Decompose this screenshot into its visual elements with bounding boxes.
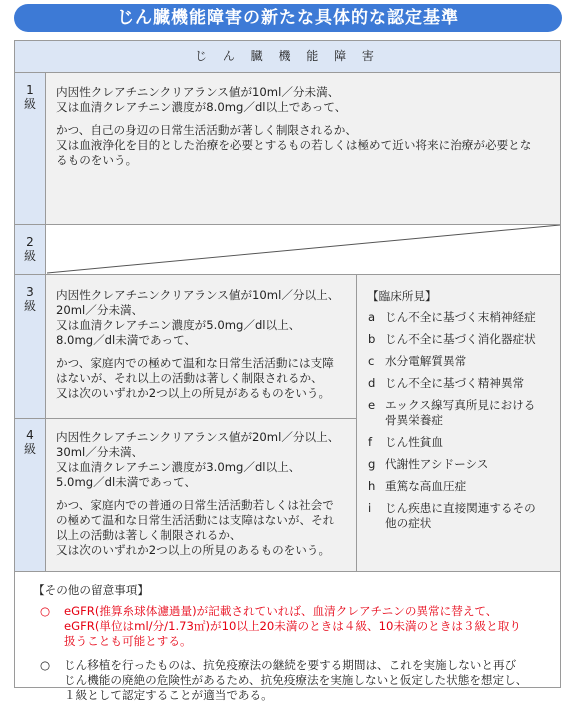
finding-text-cont: 他の症状 — [385, 516, 432, 530]
finding-key: e — [368, 398, 376, 412]
finding-key: c — [368, 354, 375, 368]
grade-2-number: 2 — [26, 235, 34, 249]
finding-key: b — [368, 332, 376, 346]
finding-key: g — [368, 457, 376, 471]
finding-key: a — [368, 310, 376, 324]
grade-4-line-a2: 30ml／分未満、 — [56, 445, 144, 459]
findings-title: 【臨床所見】 — [367, 289, 437, 303]
finding-text: 重篤な高血圧症 — [385, 479, 467, 493]
grade-1-kyu: 級 — [23, 97, 36, 111]
finding-text: 代謝性アシドーシス — [385, 457, 489, 471]
grade-4-line-a1: 内因性クレアチニンクリアランス値が20ml／分以上、 — [56, 430, 340, 444]
grade-3-text — [56, 288, 356, 409]
grade-2-diagonal — [47, 225, 560, 274]
page-title-banner — [14, 4, 562, 32]
grade-4-number: 4 — [26, 428, 34, 442]
grade-3-line-b1: かつ、家庭内での極めて温和な日常生活活動には支障 — [56, 356, 334, 370]
grade-3-line-a2: 20ml／分未満、 — [56, 303, 144, 317]
finding-text: じん不全に基づく精神異常 — [385, 376, 525, 390]
grade-4-line-a4: 5.0mg／dl未満であって、 — [56, 475, 197, 489]
divider — [15, 571, 560, 572]
finding-item — [368, 398, 553, 428]
criteria-table — [14, 40, 561, 702]
grade-3-line-b3: 又は次のいずれか2つ以上の所見があるものをいう。 — [56, 386, 331, 400]
finding-text: じん不全に基づく消化器症状 — [385, 332, 536, 346]
grade-1-line-a1: 内因性クレアチニンクリアランス値が10ml／分未満、 — [56, 85, 340, 99]
table-header: じ ん 臓 機 能 障 害 — [15, 41, 560, 73]
grade-1-text — [56, 85, 551, 176]
grade-3-number: 3 — [26, 285, 34, 299]
divider — [15, 418, 356, 419]
finding-key: i — [368, 501, 372, 515]
finding-text: じん性貧血 — [385, 435, 443, 449]
grade-1-line-b3: るものをいう。 — [56, 153, 138, 167]
grade-3-line-a4: 8.0mg／dl未満であって、 — [56, 333, 197, 347]
notes-title: 【その他の留意事項】 — [33, 583, 149, 597]
finding-text: じん疾患に直接関連するその — [385, 501, 536, 515]
note-item-transplant — [40, 658, 555, 704]
grade-3-line-a1: 内因性クレアチニンクリアランス値が10ml／分以上、 — [56, 288, 340, 302]
grade-3-kyu: 級 — [23, 299, 36, 313]
note-marker: ○ — [40, 658, 51, 672]
grade-3-line-a3: 又は血清クレアチニン濃度が5.0mg／dl以上、 — [56, 318, 301, 332]
grade-3-line-b2: はないが、それ以上の活動は著しく制限されるか、 — [56, 371, 323, 385]
note-2-line-2: じん機能の廃絶の危険性があるため、抗免疫療法を実施しないと仮定した状態を想定し、 — [64, 673, 528, 687]
note-1-line-1: eGFR(推算糸球体濾過量)が記載されていれば、血清クレアチニンの異常に替えて、 — [64, 604, 498, 618]
note-item-egfr — [40, 604, 555, 650]
grade-4-line-b1: かつ、家庭内での普通の日常生活活動若しくは社会で — [56, 498, 334, 512]
grade-4-line-b2: の極めて温和な日常生活活動には支障はないが、それ — [56, 513, 335, 527]
finding-item — [368, 501, 553, 531]
finding-text: 水分電解質異常 — [385, 354, 467, 368]
finding-text-wrap — [385, 398, 535, 428]
grade-2-label — [15, 225, 46, 274]
finding-text-wrap — [385, 501, 536, 531]
grade-1-number: 1 — [26, 83, 34, 97]
note-1-line-3: 扱うことも可能とする。 — [64, 634, 192, 648]
grade-4-line-b4: 又は次のいずれか2つ以上の所見のあるものをいう。 — [56, 543, 331, 557]
grade-4-line-b3: 以上の活動は著しく制限されるか、 — [56, 528, 242, 542]
note-2-line-1: じん移植を行ったものは、抗免疫療法の継続を要する期間は、これを実施しないと再び — [64, 658, 517, 672]
finding-key: f — [368, 435, 373, 449]
grade-4-line-a3: 又は血清クレアチニン濃度が3.0mg／dl以上、 — [56, 460, 301, 474]
finding-key: h — [368, 479, 376, 493]
grade-4-kyu: 級 — [23, 442, 36, 456]
finding-text: じん不全に基づく末梢神経症 — [385, 310, 536, 324]
grade-4-label — [15, 418, 46, 571]
grade-4-text — [56, 430, 356, 566]
finding-key: d — [368, 376, 376, 390]
note-1-line-2: eGFR(単位はml/分/1.73㎡)が10以上20未満のときは４級、10未満のときは３級と取り — [64, 619, 521, 633]
grade-3-label — [15, 275, 46, 418]
grade-1-line-b1: かつ、自己の身辺の日常生活活動が著しく制限されるか、 — [56, 123, 357, 137]
page-title: じん臓機能障害の新たな具体的な認定基準 — [117, 8, 459, 28]
finding-text: エックス線写真所見における — [385, 398, 536, 412]
grade-1-label — [15, 73, 46, 224]
note-2-line-3: １級として認定することが適当である。 — [64, 688, 273, 702]
findings-divider — [356, 275, 357, 571]
grade-1-line-a2: 又は血清クレアチニン濃度が8.0mg／dl以上であって、 — [56, 100, 347, 114]
grade-2-kyu: 級 — [23, 249, 36, 263]
finding-text-cont: 骨異栄養症 — [385, 413, 443, 427]
grade-1-line-b2: 又は血液浄化を目的とした治療を必要とするもの若しくは極めて近い将来に治療が必要とな — [56, 138, 532, 152]
note-marker: ○ — [40, 604, 51, 618]
